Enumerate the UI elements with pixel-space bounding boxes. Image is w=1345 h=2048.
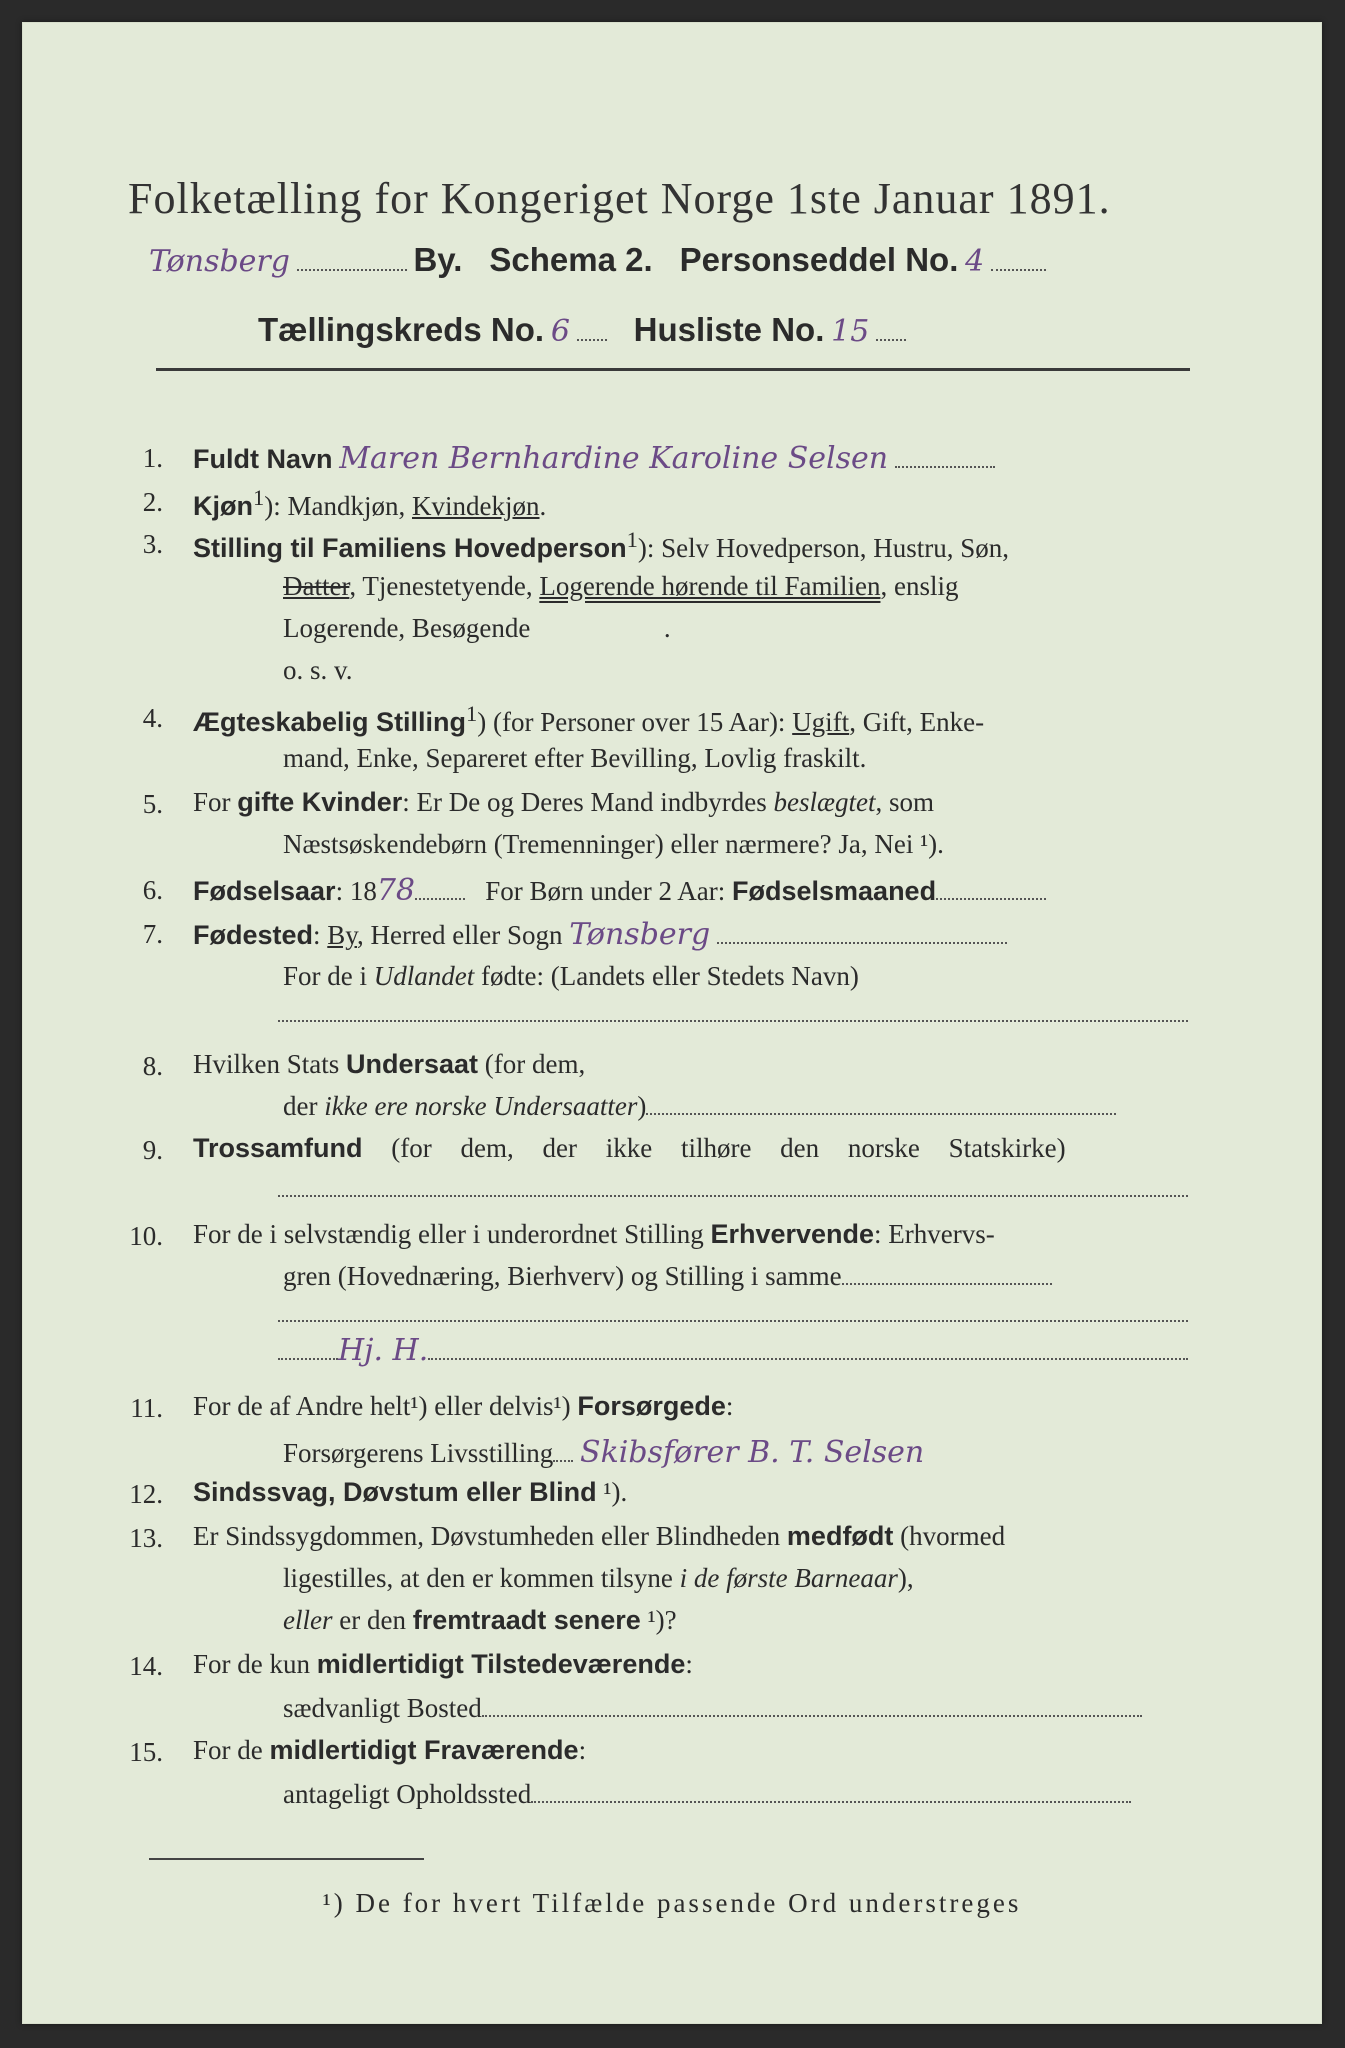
occupation-answer: Hj. H. bbox=[338, 1333, 429, 1368]
occupation-text3: gren (Hovednæring, Bierhverv) og Stilling i samme bbox=[283, 1261, 842, 1291]
dependents-text2: : bbox=[725, 1391, 734, 1421]
item-family-position: Stilling til Familiens Hovedperson$^1$): Selv Hovedperson, Hustru, Søn, bbox=[193, 527, 1010, 563]
congenital-text5: er den bbox=[332, 1605, 413, 1635]
item-temporary-absent bbox=[193, 1735, 586, 1766]
place-handwritten: Tønsberg bbox=[149, 244, 290, 279]
dependents-label: Forsørgede bbox=[577, 1391, 726, 1421]
item-congenital bbox=[193, 1521, 1005, 1552]
birthplace-foreign-text2: fødte: (Landets eller Stedets Navn) bbox=[474, 961, 859, 991]
item-number: 12. bbox=[129, 1479, 163, 1509]
census-form bbox=[22, 22, 1322, 2024]
religion-label: Trossamfund bbox=[193, 1133, 363, 1163]
married-text: : Er De og Deres Mand indbyrdes bbox=[402, 787, 774, 817]
item-gender bbox=[193, 485, 546, 522]
temp-present-text2: : bbox=[685, 1649, 693, 1679]
blank-dotted-line bbox=[278, 1173, 1188, 1204]
item-birth-year bbox=[193, 873, 1046, 908]
item-number: 2. bbox=[142, 487, 163, 517]
congenital-text3: ligestilles, at den er kommen tilsyne bbox=[283, 1563, 680, 1593]
usual-residence-label: sædvanligt Bosted bbox=[283, 1693, 482, 1723]
item-number: 15. bbox=[129, 1737, 163, 1767]
item-number: 6. bbox=[142, 875, 163, 905]
husliste-label: Husliste No. bbox=[633, 311, 825, 348]
provider-label: Forsørgerens Livsstilling bbox=[283, 1438, 554, 1468]
birthplace-label: Fødested bbox=[193, 920, 314, 950]
schema-label: Schema 2. bbox=[489, 241, 653, 278]
item-full-name bbox=[193, 441, 995, 476]
marital-text: ) (for Personer over 15 Aar): bbox=[477, 707, 793, 737]
citizenship-italic: ikke ere norske Undersaatter bbox=[324, 1091, 638, 1121]
occupation-text: For de i selvstændig eller i underordnet Stilling bbox=[193, 1219, 711, 1249]
item-religion bbox=[193, 1133, 1066, 1164]
congenital-text2: (hvormed bbox=[893, 1521, 1006, 1551]
item-married-women bbox=[193, 787, 934, 818]
by-label: By. bbox=[413, 241, 463, 278]
item-family-position-line4 bbox=[283, 655, 353, 686]
birthplace-selected: By bbox=[327, 920, 358, 950]
disability-text: ¹). bbox=[596, 1477, 628, 1507]
item-number: 8. bbox=[142, 1051, 163, 1081]
item-citizenship-line2 bbox=[283, 1091, 1116, 1122]
marital-text2: , Gift, Enke- bbox=[849, 707, 985, 737]
full-name-label: Fuldt Navn bbox=[193, 444, 333, 474]
birth-year-answer: 78 bbox=[376, 873, 416, 908]
personseddel-number: 4 bbox=[965, 244, 985, 279]
citizenship-label: Undersaat bbox=[346, 1049, 479, 1079]
birthplace-foreign-text: For de i bbox=[283, 961, 374, 991]
birth-year-label: Fødselsaar bbox=[193, 876, 336, 906]
congenital-italic2: eller bbox=[283, 1605, 333, 1635]
married-text2: , som bbox=[875, 787, 934, 817]
family-position-selected: Logerende hørende til Familien bbox=[539, 571, 881, 601]
item-temporary-present bbox=[193, 1649, 693, 1680]
item-marital-status-line2: mand, Enke, Separeret efter Bevilling, Lovlig fraskilt. bbox=[283, 743, 867, 773]
birth-month-label: Fødselsmaaned bbox=[732, 876, 937, 906]
provider-answer: Skibsfører B. T. Selsen bbox=[580, 1435, 925, 1470]
marital-label: Ægteskabelig Stilling bbox=[193, 707, 467, 737]
item-temporary-absent-line2 bbox=[283, 1779, 1131, 1810]
congenital-text4: ), bbox=[897, 1563, 914, 1593]
birthplace-foreign-italic: Udlandet bbox=[373, 961, 475, 991]
item-temporary-present-line2 bbox=[283, 1693, 1142, 1724]
family-position-text3: , enslig bbox=[880, 571, 959, 601]
gender-options-text: ): Mandkjøn, bbox=[264, 491, 412, 521]
header-kreds-line bbox=[258, 311, 906, 349]
family-position-text4: Logerende, Besøgende bbox=[283, 613, 531, 643]
occupation-text2: : Erhvervs- bbox=[874, 1219, 995, 1249]
birth-month-text: For Børn under 2 Aar: bbox=[485, 876, 732, 906]
birthplace-text: : bbox=[313, 920, 328, 950]
item-number: 9. bbox=[142, 1135, 163, 1165]
family-position-label: Stilling til Familiens Hovedperson bbox=[193, 533, 627, 563]
kreds-number: 6 bbox=[550, 314, 570, 349]
temp-present-label: midlertidigt Tilstedeværende bbox=[316, 1649, 686, 1679]
citizenship-text4: ) bbox=[637, 1091, 647, 1121]
marital-selected: Ugift bbox=[792, 707, 850, 737]
kreds-label: Tællingskreds No. bbox=[258, 311, 545, 348]
blank-dotted-line bbox=[278, 1298, 1188, 1329]
family-position-text5: o. s. v. bbox=[283, 655, 353, 685]
footnote-divider bbox=[149, 1858, 424, 1860]
congenital-text: Er Sindssygdommen, Døvstumheden eller Blindheden bbox=[193, 1521, 787, 1551]
item-dependents bbox=[193, 1391, 733, 1422]
occupation-answer-line bbox=[278, 1333, 1188, 1368]
temp-absent-label: midlertidigt Fraværende bbox=[269, 1735, 579, 1765]
item-number: 4. bbox=[142, 703, 163, 733]
religion-text: (for dem, der ikke tilhøre den norske Statskirke) bbox=[362, 1133, 1066, 1163]
gender-selected: Kvindekjøn bbox=[412, 491, 540, 521]
personseddel-label: Personseddel No. bbox=[679, 241, 959, 278]
item-number: 10. bbox=[129, 1221, 163, 1251]
item-married-women-line2: Næstsøskendebørn (Tremenninger) eller nærmere? Ja, Nei ¹). bbox=[283, 829, 944, 859]
item-congenital-line3 bbox=[283, 1605, 677, 1636]
husliste-number: 15 bbox=[831, 314, 870, 349]
header-divider bbox=[156, 368, 1190, 371]
item-number: 13. bbox=[129, 1523, 163, 1553]
item-marital-status: Ægteskabelig Stilling$^1$) (for Personer over 15 Aar): Ugift, Gift, Enke- bbox=[193, 701, 985, 737]
family-position-text: ): Selv Hovedperson, Hustru, Søn, bbox=[637, 533, 1010, 563]
full-name-answer: Maren Bernhardine Karoline Selsen bbox=[339, 441, 889, 476]
citizenship-text2: (for dem, bbox=[478, 1049, 586, 1079]
birth-year-prefix: : 18 bbox=[335, 876, 377, 906]
item-number: 14. bbox=[129, 1651, 163, 1681]
congenital-text6: ¹)? bbox=[640, 1605, 677, 1635]
family-position-struck: Datter bbox=[283, 571, 350, 601]
married-italic: beslægtet bbox=[773, 787, 876, 817]
gender-punct: . bbox=[539, 491, 547, 521]
dependents-text: For de af Andre helt¹) eller delvis¹) bbox=[193, 1391, 578, 1421]
item-dependents-line2 bbox=[283, 1435, 924, 1470]
temp-absent-text2: : bbox=[578, 1735, 587, 1765]
citizenship-text: Hvilken Stats bbox=[193, 1049, 346, 1079]
item-congenital-line2 bbox=[283, 1563, 914, 1594]
item-occupation-line2 bbox=[283, 1261, 1052, 1292]
temp-present-text: For de kun bbox=[193, 1649, 317, 1679]
congenital-label: medfødt bbox=[786, 1521, 894, 1551]
congenital-label2: fremtraadt senere bbox=[412, 1605, 641, 1635]
family-position-text2: , Tjenestetyende, bbox=[349, 571, 540, 601]
item-number: 11. bbox=[130, 1393, 163, 1423]
congenital-italic: i de første Barneaar bbox=[679, 1563, 898, 1593]
citizenship-text3: der bbox=[283, 1091, 325, 1121]
married-prefix: For bbox=[193, 787, 238, 817]
item-disability bbox=[193, 1477, 627, 1508]
header-place-line bbox=[149, 241, 1046, 279]
footnote: ¹) De for hvert Tilfælde passende Ord understreges bbox=[322, 1888, 1022, 1918]
birthplace-text2: , Herred eller Sogn bbox=[357, 920, 563, 950]
item-citizenship bbox=[193, 1049, 585, 1080]
blank-dotted-line bbox=[278, 998, 1188, 1029]
temp-absent-text: For de bbox=[193, 1735, 270, 1765]
disability-label: Sindssvag, Døvstum eller Blind bbox=[193, 1477, 597, 1507]
item-family-position-line2 bbox=[283, 571, 958, 602]
item-birthplace-line2 bbox=[283, 961, 859, 992]
form-title: Folketælling for Kongeriget Norge 1ste Januar 1891. bbox=[128, 174, 1111, 223]
item-number: 3. bbox=[142, 529, 163, 559]
occupation-label: Erhvervende bbox=[710, 1219, 875, 1249]
item-occupation bbox=[193, 1219, 995, 1250]
item-family-position-line3: Logerende, Besøgende . bbox=[283, 613, 671, 643]
item-number: 7. bbox=[142, 919, 163, 949]
birthplace-answer: Tønsberg bbox=[569, 917, 711, 952]
married-label: gifte Kvinder bbox=[237, 787, 403, 817]
item-birthplace bbox=[193, 917, 1007, 952]
item-number: 1. bbox=[142, 443, 163, 473]
probable-residence-label: antageligt Opholdssted bbox=[283, 1779, 532, 1809]
gender-label: Kjøn bbox=[193, 491, 253, 521]
item-number: 5. bbox=[142, 789, 163, 819]
footnote-ref: 1 bbox=[253, 485, 265, 510]
